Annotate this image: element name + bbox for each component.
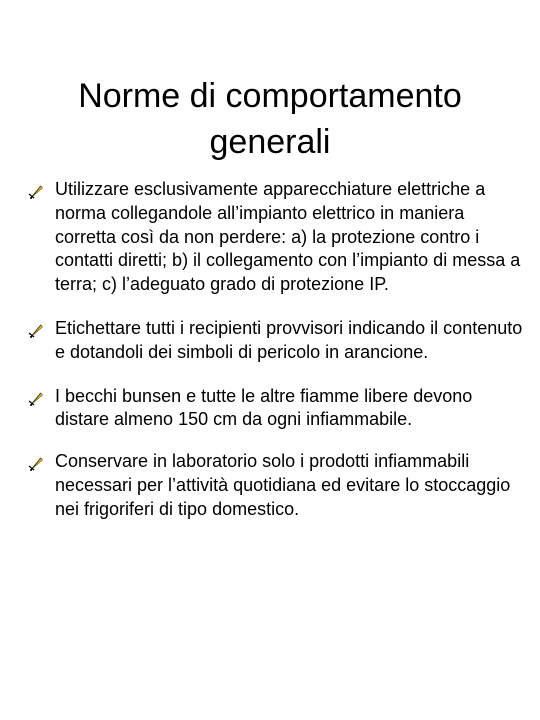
bullet-text: Conservare in laboratorio solo i prodotti infiammabili necessari per l’attività quotidiana ed evitare lo stoccaggio nei frigoriferi di tipo domestico. bbox=[55, 451, 511, 519]
bullet-item bbox=[28, 385, 523, 433]
scroll-bullet-icon bbox=[28, 389, 44, 407]
slide-title-line-1: Norme di comportamento bbox=[78, 76, 462, 115]
scroll-bullet-icon bbox=[28, 321, 44, 339]
bullet-item bbox=[28, 178, 523, 297]
bullet-list bbox=[28, 178, 523, 542]
slide-title bbox=[0, 73, 540, 165]
bullet-item bbox=[28, 317, 523, 365]
bullet-text: Etichettare tutti i recipienti provvisori indicando il contenuto e dotandoli dei simboli di pericolo in arancione. bbox=[55, 317, 523, 362]
scroll-bullet-icon bbox=[28, 182, 44, 200]
bullet-text: Utilizzare esclusivamente apparecchiature elettriche a norma collegandole all’impianto elettrico in maniera corretta così da non perdere: a) la protezione contro i contatti diretti; b) il collegamento con l’impianto di messa a terra; c) l’adeguato grado di protezione IP. bbox=[55, 179, 521, 295]
bullet-item bbox=[28, 450, 523, 521]
scroll-bullet-icon bbox=[28, 454, 44, 472]
slide-title-line-2: generali bbox=[209, 122, 331, 161]
bullet-text: I becchi bunsen e tutte le altre fiamme libere devono distare almeno 150 cm da ogni infiammabile. bbox=[55, 385, 473, 430]
